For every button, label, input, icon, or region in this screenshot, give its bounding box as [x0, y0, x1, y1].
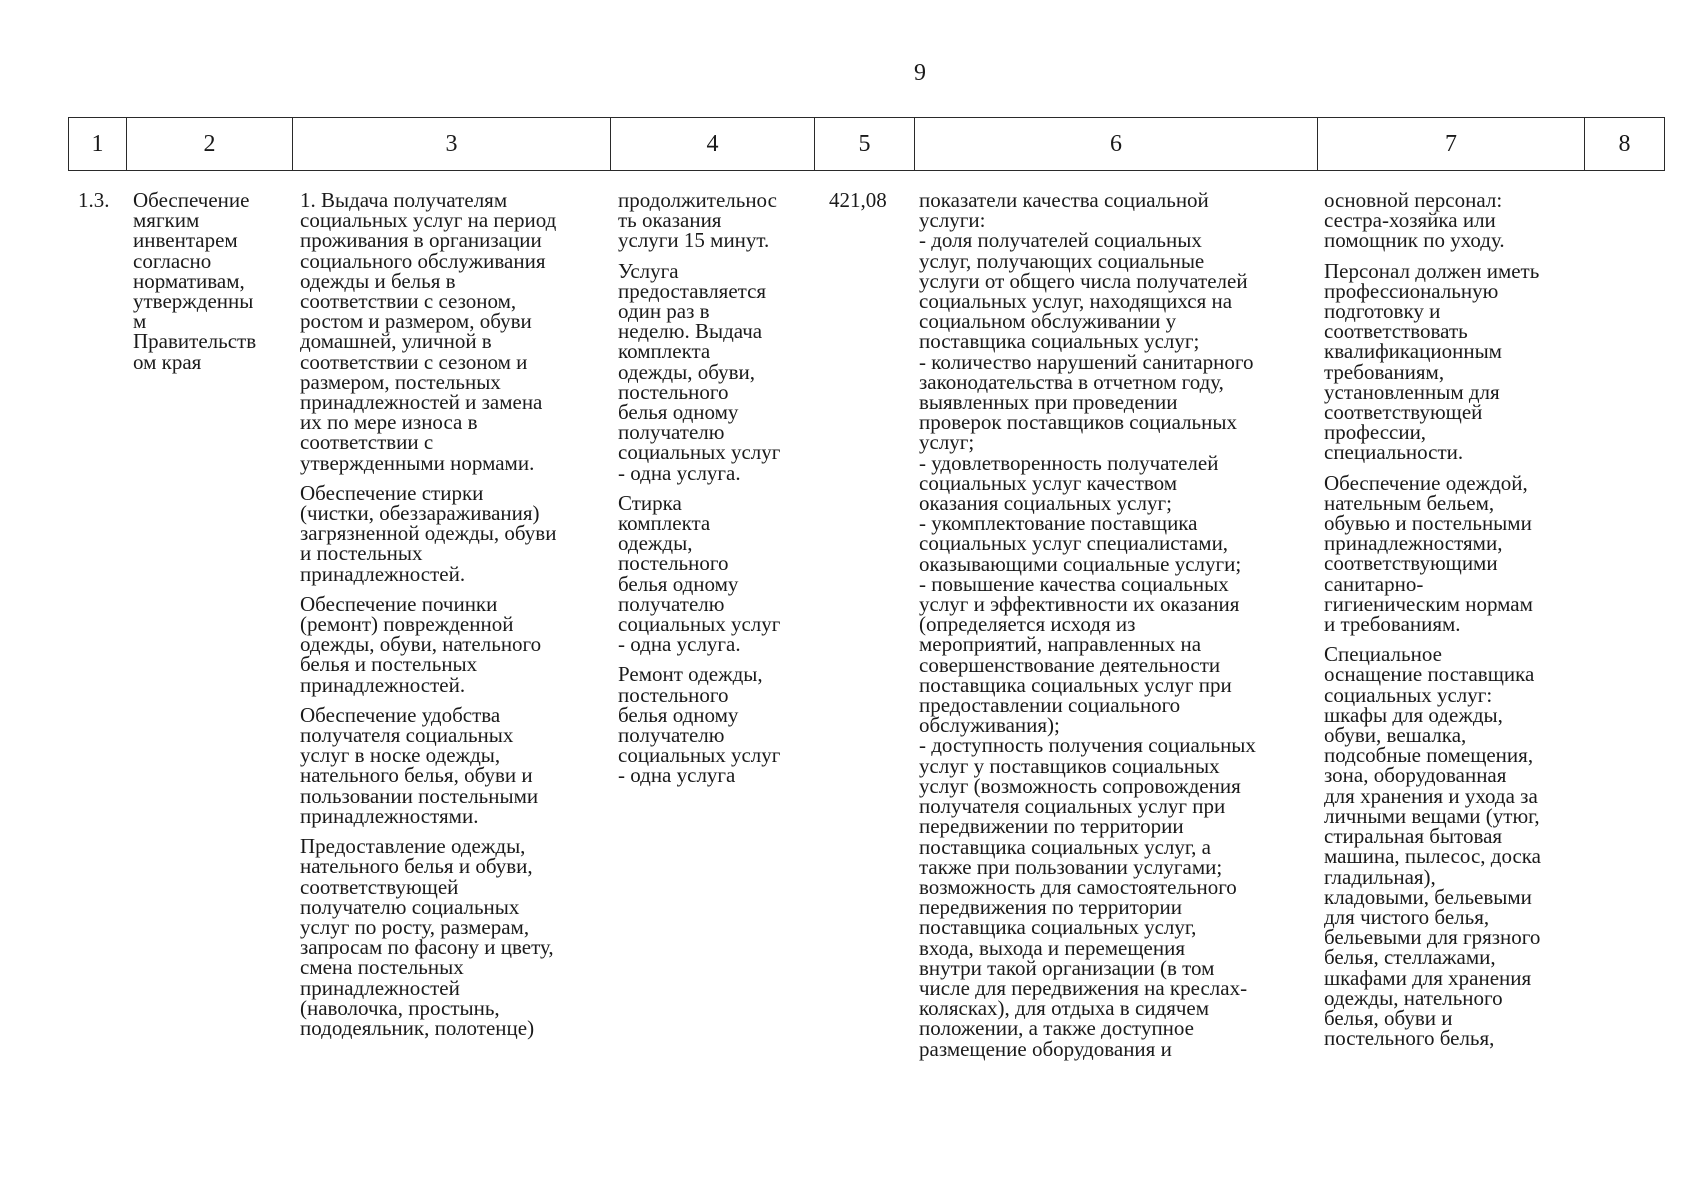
service-name: Обеспечение мягким инвентарем согласно нормативам, утвержденны м Правительств ом края: [133, 188, 257, 374]
page-number: 9: [914, 60, 926, 86]
quality-indicators-text: показатели качества социальной услуги: - доля получателей социальных услуг, получающих социальные услуги от общего числа получателей социальных услуг, находящихся на социальном обслуживании у поставщика социальных услуг; - количество нарушений санитарного законодательства в отчетном году, выявленных при проведении проверок поставщиков социальных услуг; - удовлетворенность получателей социальных услуг качеством оказания социальных услуг; - укомплектование поставщика социальных услуг специалистами, оказывающими социальные услуги; - повышение качества социальных услуг и эффективности их оказания (определяется исходя из мероприятий, направленных на совершенствование деятельности поставщика социальных услуг при предоставлении социального обслуживания); - доступность получения социальных услуг у поставщиков социальных услуг (возможность сопровождения получателя социальных услуг при передвижении по территории поставщика социальных услуг, а также при пользовании услугами; возможность для самостоятельного передвижения по территории поставщика социальных услуг, входа, выхода и перемещения внутри такой организации (в том числе для передвижения на креслах- колясках), для отдыха в сидячем положении, а также доступное размещение оборудования и: [919, 188, 1256, 1061]
conditions-paragraph: Персонал должен иметь профессиональную подготовку и соответствовать квалификационным требованиям, установленным для соответствующей профессии, специальности.: [1324, 258, 1540, 465]
column-number-8: 8: [1585, 118, 1665, 171]
column-number-2: 2: [127, 118, 293, 171]
duration-paragraph: продолжительнос ть оказания услуги 15 минут.: [618, 188, 777, 253]
content-paragraph: Обеспечение стирки (чистки, обеззараживания) загрязненной одежды, обуви и постельных принадлежностей.: [300, 480, 557, 586]
column-number-7: 7: [1318, 118, 1585, 171]
content-paragraph: Обеспечение починки (ремонт) поврежденной одежды, обуви, нательного белья и постельных принадлежностей.: [300, 591, 542, 697]
column-number-1: 1: [69, 118, 127, 171]
service-name-cell: [133, 190, 285, 382]
column-number-3: 3: [293, 118, 611, 171]
duration-paragraph: Стирка комплекта одежды, постельного белья одному получателю социальных услуг - одна услуга.: [618, 490, 781, 657]
content-paragraph: Предоставление одежды, нательного белья и обуви, соответствующей получателю социальных услуг по росту, размерам, запросам по фасону и цвету, смена постельных принадлежностей (наволочка, простынь, пододеяльник, полотенце): [300, 834, 554, 1040]
content-paragraph: 1. Выдача получателям социальных услуг на период проживания в организации социального обслуживания одежды и белья в соответствии с сезоном, ростом и размером, обуви домашней, уличной в соответствии с сезоном и размером, постельных принадлежностей и замена их по мере износа в соответствии с утвержденными нормами.: [300, 188, 557, 475]
quality-indicators-cell: [919, 190, 1314, 1069]
conditions-cell: [1324, 190, 1594, 1058]
column-number-6: 6: [915, 118, 1318, 171]
service-content-cell: [300, 190, 615, 1048]
duration-paragraph: Услуга предоставляется один раз в неделю. Выдача комплекта одежды, обуви, постельного белья одному получателю социальных услуг - одна услуга.: [618, 258, 781, 485]
conditions-paragraph: Специальное оснащение поставщика социальных услуг: шкафы для одежды, обуви, вешалка, подсобные помещения, зона, оборудованная для хранения и ухода за личными вещами (утюг, стиральная бытовая машина, пылесос, доска гладильная), кладовыми, бельевыми для чистого белья, бельевыми для грязного белья, стеллажами, шкафами для хранения одежды, нательного белья, обуви и постельного белья,: [1324, 642, 1542, 1051]
conditions-paragraph: Обеспечение одеждой, нательным бельем, обувью и постельными принадлежностями, соответствующими санитарно- гигиеническим нормам и требованиям.: [1324, 470, 1533, 637]
row-number: 1.3.: [78, 188, 110, 212]
content-paragraph: Обеспечение удобства получателя социальных услуг в носке одежды, нательного белья, обуви и пользовании постельными принадлежностями.: [300, 702, 539, 828]
price-value: 421,08: [829, 188, 887, 212]
column-number-5: 5: [815, 118, 915, 171]
duration-paragraph: Ремонт одежды, постельного белья одному получателю социальных услуг - одна услуга: [618, 662, 781, 788]
column-number-4: 4: [611, 118, 815, 171]
conditions-paragraph: основной персонал: сестра-хозяйка или помощник по уходу.: [1324, 188, 1505, 253]
column-number-header: [68, 117, 1665, 171]
price-cell: [829, 190, 919, 220]
row-number-cell: [78, 190, 124, 220]
duration-cell: [618, 190, 823, 796]
